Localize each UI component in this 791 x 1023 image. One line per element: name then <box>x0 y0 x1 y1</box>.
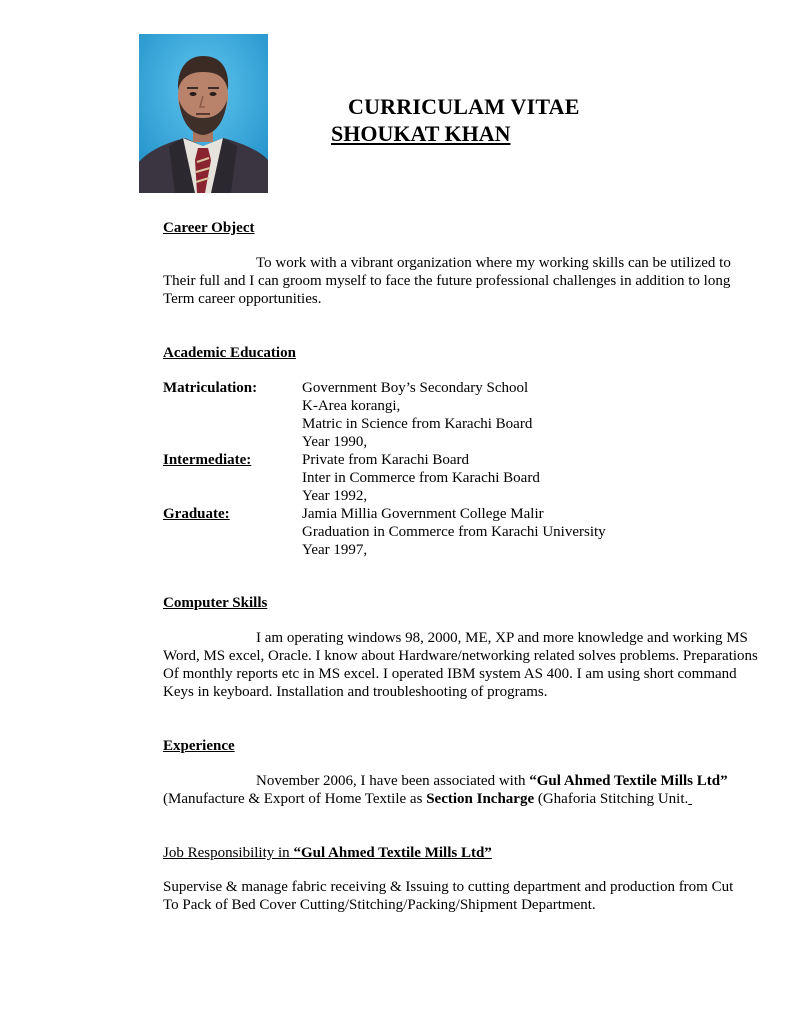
responsibility-heading: Job Responsibility in “Gul Ahmed Textile Mills Ltd” <box>163 845 492 861</box>
profile-photo <box>139 34 268 193</box>
matric-line-3: Matric in Science from Karachi Board <box>302 416 533 432</box>
inter-line-1: Private from Karachi Board <box>302 452 470 468</box>
matric-line-2: K-Area korangi, <box>302 398 401 414</box>
matric-line-4: Year 1990, <box>302 434 368 450</box>
grad-line-2: Graduation in Commerce from Karachi University <box>302 524 606 540</box>
responsibility-line-1: Supervise & manage fabric receiving & Issuing to cutting department and production from Cut <box>163 879 734 895</box>
career-line-2: Their full and I can groom myself to face the future professional challenges in addition to long <box>163 273 731 289</box>
career-line-1: To work with a vibrant organization where my working skills can be utilized to <box>256 255 731 271</box>
skills-line-3: Of monthly reports etc in MS excel. I operated IBM system AS 400. I am using short command <box>163 666 737 682</box>
education-heading: Academic Education <box>163 345 296 361</box>
skills-line-1: I am operating windows 98, 2000, ME, XP and more knowledge and working MS <box>256 630 748 646</box>
experience-heading: Experience <box>163 738 235 754</box>
inter-line-3: Year 1992, <box>302 488 368 504</box>
responsibility-line-2: To Pack of Bed Cover Cutting/Stitching/Packing/Shipment Department. <box>163 897 596 913</box>
skills-line-2: Word, MS excel, Oracle. I know about Hardware/networking related solves problems. Preparations <box>163 648 758 664</box>
intermediate-label: Intermediate: <box>163 452 252 468</box>
inter-line-2: Inter in Commerce from Karachi Board <box>302 470 540 486</box>
matric-line-1: Government Boy’s Secondary School <box>302 380 529 396</box>
grad-line-1: Jamia Millia Government College Malir <box>302 506 544 522</box>
career-line-3: Term career opportunities. <box>163 291 322 307</box>
grad-line-3: Year 1997, <box>302 542 368 558</box>
matriculation-label: Matriculation: <box>163 380 258 396</box>
skills-line-4: Keys in keyboard. Installation and troubleshooting of programs. <box>163 684 548 700</box>
candidate-name: SHOUKAT KHAN <box>331 121 511 146</box>
graduate-label: Graduate: <box>163 506 230 522</box>
skills-heading: Computer Skills <box>163 595 268 611</box>
career-heading: Career Object <box>163 220 255 236</box>
experience-line-1: November 2006, I have been associated with “Gul Ahmed Textile Mills Ltd” <box>256 773 728 789</box>
experience-line-2: (Manufacture & Export of Home Textile as Section Incharge (Ghaforia Stitching Unit. <box>163 791 689 807</box>
document-title: CURRICULAM VITAE <box>348 94 580 119</box>
